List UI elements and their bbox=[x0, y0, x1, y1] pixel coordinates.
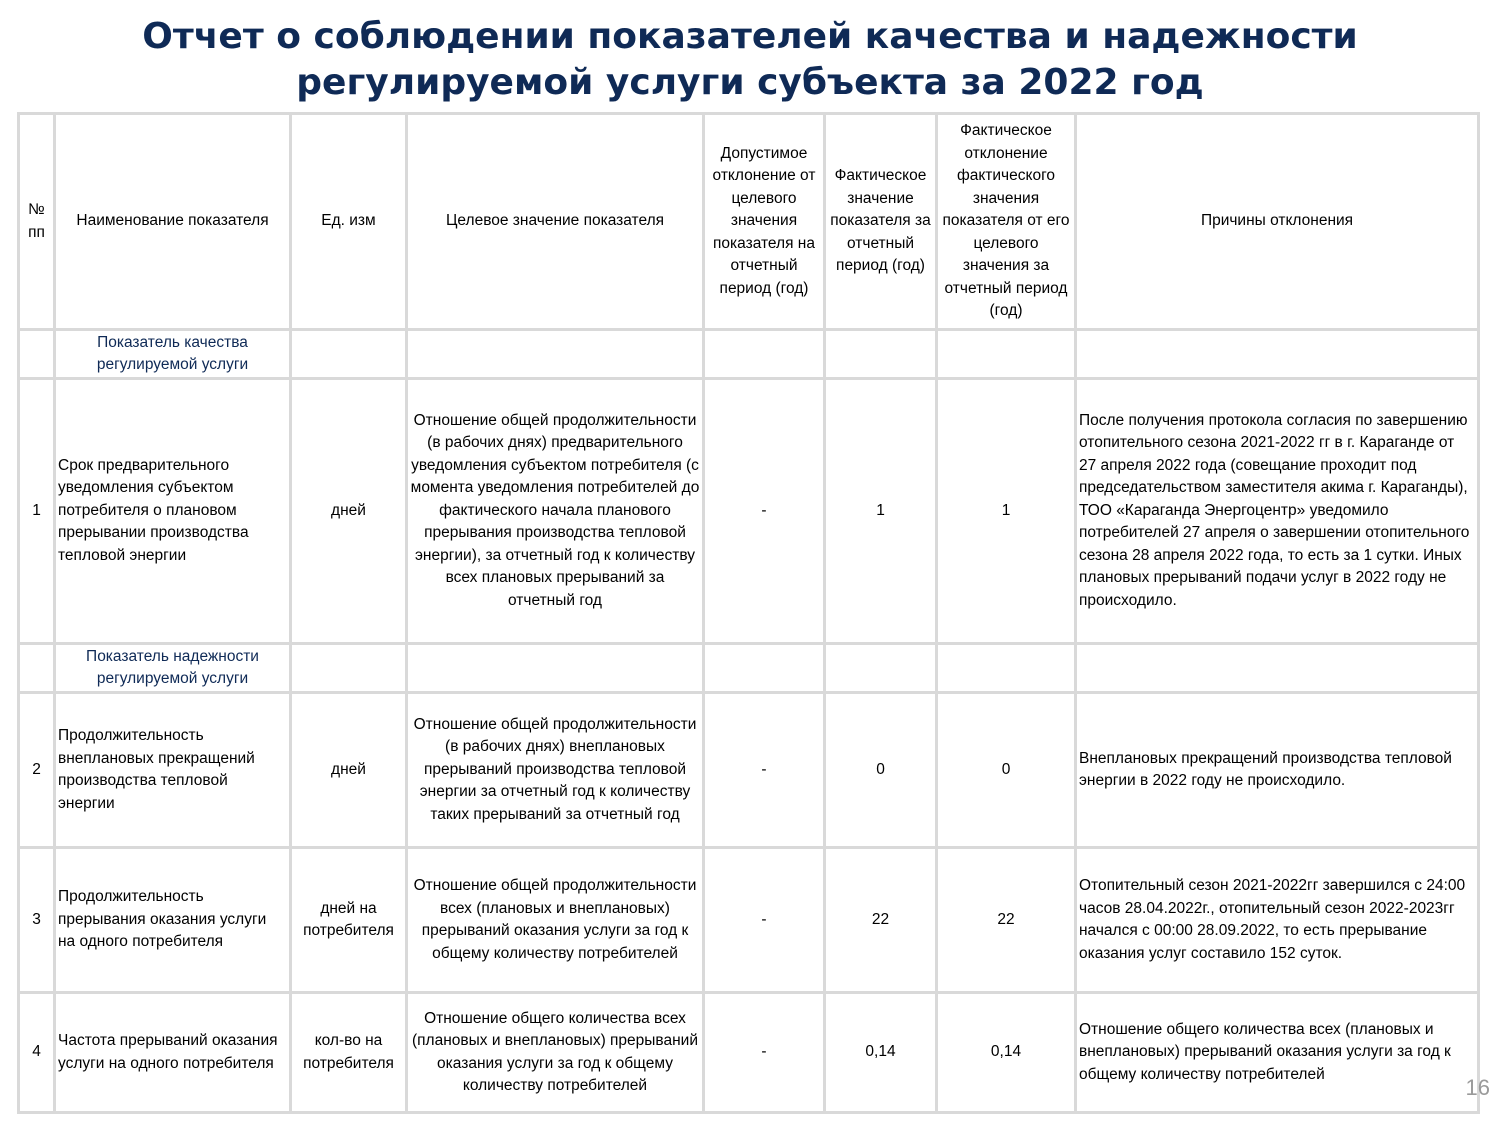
page-title-line-2: регулируемой услуги субъекта за 2022 год bbox=[296, 62, 1204, 103]
row-actual-deviation: 1 bbox=[937, 379, 1076, 644]
row-actual-value: 0,14 bbox=[825, 993, 937, 1113]
row-unit: дней bbox=[291, 379, 407, 644]
section-row-reliability bbox=[19, 644, 1479, 693]
row-num: 1 bbox=[19, 379, 55, 644]
table-row bbox=[19, 993, 1479, 1113]
row-actual-deviation: 0 bbox=[937, 693, 1076, 848]
row-name: Срок предварительного уведомления субъектом потребителя о плановом прерывании производства тепловой энергии bbox=[55, 379, 291, 644]
row-allowed-deviation: - bbox=[704, 993, 825, 1113]
row-unit: кол-во на потребителя bbox=[291, 993, 407, 1113]
row-num: 2 bbox=[19, 693, 55, 848]
row-allowed-deviation: - bbox=[704, 379, 825, 644]
row-unit: дней на потребителя bbox=[291, 848, 407, 993]
table-row bbox=[19, 693, 1479, 848]
row-num: 3 bbox=[19, 848, 55, 993]
row-name: Продолжительность прерывания оказания услуги на одного потребителя bbox=[55, 848, 291, 993]
header-actual-deviation: Фактическое отклонение фактического значения показателя от его целевого значения за отчетный период (год) bbox=[937, 114, 1076, 330]
header-unit: Ед. изм bbox=[291, 114, 407, 330]
section-label-reliability: Показатель надежности регулируемой услуги bbox=[55, 644, 291, 693]
row-reasons: Отопительный сезон 2021-2022гг завершился с 24:00 часов 28.04.2022г., отопительный сезон 2022-2023гг начался с 00:00 28.09.2022, то есть прерывание оказания услуг составило 152 суток. bbox=[1076, 848, 1479, 993]
row-reasons: Внеплановых прекращений производства тепловой энергии в 2022 году не происходило. bbox=[1076, 693, 1479, 848]
section-label-quality: Показатель качества регулируемой услуги bbox=[55, 330, 291, 379]
page-title-line-1: Отчет о соблюдении показателей качества и надежности bbox=[142, 16, 1358, 57]
page-title bbox=[0, 14, 1500, 106]
row-reasons: После получения протокола согласия по завершению отопительного сезона 2021-2022 гг в г. Караганде от 27 апреля 2022 года (совещание проходит под председательством заместителя акима г. Караганды), ТОО «Караганда Энергоцентр» уведомило потребителей 27 апреля о завершении отопительного сезона 28 апреля 2022 года, то есть за 1 сутки. Иных плановых прерываний подачи услуг в 2022 году не происходило. bbox=[1076, 379, 1479, 644]
row-actual-deviation: 0,14 bbox=[937, 993, 1076, 1113]
section-row-quality bbox=[19, 330, 1479, 379]
header-name: Наименование показателя bbox=[55, 114, 291, 330]
header-num: № пп bbox=[19, 114, 55, 330]
row-actual-deviation: 22 bbox=[937, 848, 1076, 993]
table-header-row bbox=[19, 114, 1479, 330]
row-unit: дней bbox=[291, 693, 407, 848]
row-target: Отношение общего количества всех (плановых и внеплановых) прерываний оказания услуги за год к общему количеству потребителей bbox=[407, 993, 704, 1113]
indicators-table bbox=[17, 112, 1480, 1114]
page-number: 16 bbox=[1465, 1075, 1490, 1100]
row-target: Отношение общей продолжительности (в рабочих днях) предварительного уведомления субъектом потребителя (с момента уведомления потребителей до фактического начала планового прерывания производства тепловой энергии), за отчетный год к количеству всех плановых прерываний за отчетный год bbox=[407, 379, 704, 644]
row-actual-value: 22 bbox=[825, 848, 937, 993]
row-target: Отношение общей продолжительности (в рабочих днях) внеплановых прерываний производства тепловой энергии за отчетный год к количеству таких прерываний за отчетный год bbox=[407, 693, 704, 848]
header-allowed-deviation: Допустимое отклонение от целевого значения показателя на отчетный период (год) bbox=[704, 114, 825, 330]
row-allowed-deviation: - bbox=[704, 693, 825, 848]
table-row bbox=[19, 848, 1479, 993]
header-reasons: Причины отклонения bbox=[1076, 114, 1479, 330]
row-name: Частота прерываний оказания услуги на одного потребителя bbox=[55, 993, 291, 1113]
header-actual-value: Фактическое значение показателя за отчетный период (год) bbox=[825, 114, 937, 330]
row-allowed-deviation: - bbox=[704, 848, 825, 993]
row-reasons: Отношение общего количества всех (плановых и внеплановых) прерываний оказания услуги за год к общему количеству потребителей bbox=[1076, 993, 1479, 1113]
row-target: Отношение общей продолжительности всех (плановых и внеплановых) прерываний оказания услуги за год к общему количеству потребителей bbox=[407, 848, 704, 993]
row-actual-value: 1 bbox=[825, 379, 937, 644]
table-row bbox=[19, 379, 1479, 644]
header-target: Целевое значение показателя bbox=[407, 114, 704, 330]
row-name: Продолжительность внеплановых прекращений производства тепловой энергии bbox=[55, 693, 291, 848]
row-num: 4 bbox=[19, 993, 55, 1113]
row-actual-value: 0 bbox=[825, 693, 937, 848]
